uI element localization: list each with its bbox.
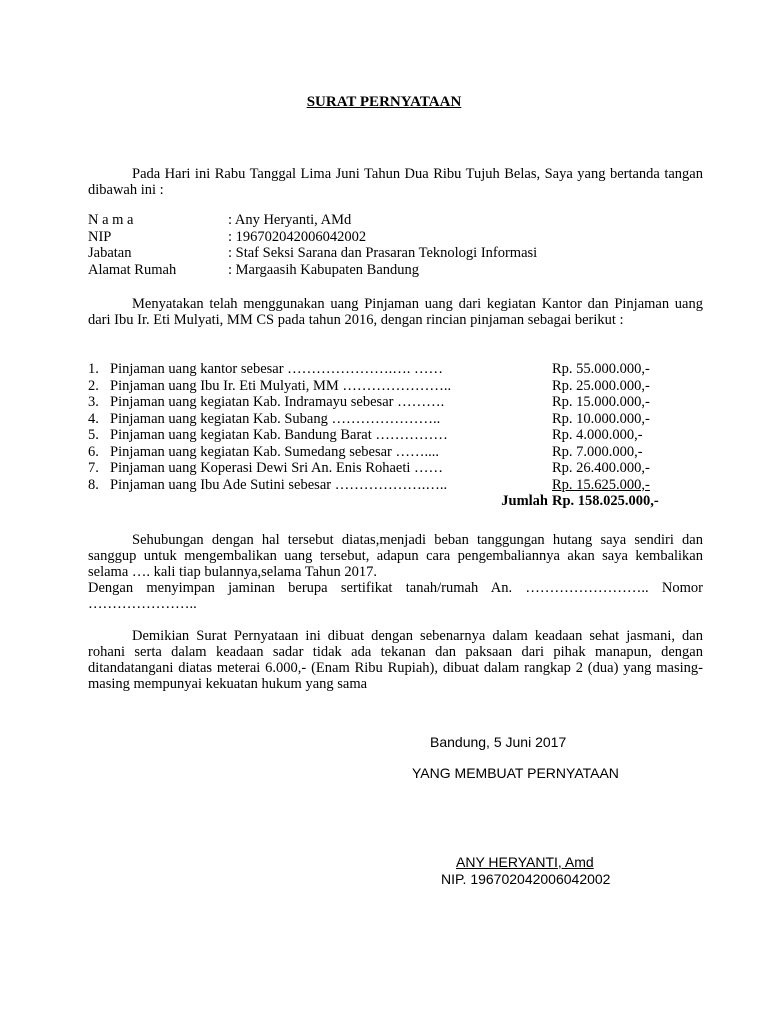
identity-row-nip	[88, 229, 537, 246]
identity-value: : Any Heryanti, AMd	[228, 212, 352, 228]
loan-number: 3.	[88, 394, 99, 410]
identity-label: Alamat Rumah	[88, 261, 177, 278]
signer-name: ANY HERYANTI, Amd	[456, 854, 594, 870]
loan-number: 8.	[88, 476, 99, 493]
total-amount: Rp. 158.025.000,-	[552, 493, 659, 509]
identity-row-name	[88, 212, 537, 229]
loan-description: Pinjaman uang Ibu Ir. Eti Mulyati, MM …………………..	[110, 377, 452, 394]
collateral-paragraph: Dengan menyimpan jaminan berupa sertifikat tanah/rumah An. …………………….. Nomor …………………..	[88, 580, 703, 612]
identity-value: : Margaasih Kabupaten Bandung	[228, 261, 420, 278]
loan-item	[88, 444, 678, 461]
loan-number: 1.	[88, 361, 99, 377]
loan-amount: Rp. 25.000.000,-	[552, 377, 650, 394]
identity-label: N a m a	[88, 212, 134, 228]
loan-amount: Rp. 10.000.000,-	[552, 410, 650, 427]
loan-total-row	[88, 493, 678, 510]
loan-number: 4.	[88, 410, 99, 427]
closing-paragraph: Demikian Surat Pernyataan ini dibuat dengan sebenarnya dalam keadaan sehat jasmani, dan rohani serta dalam keadaan sadar tidak ada tekanan dan paksaan dari pihak manapun, dengan ditandatangani diatas meterai 6.000,- (Enam Ribu Rupiah), dibuat dalam rangkap 2 (dua) yang masing-masing mempunyai kekuatan hukum yang sama	[88, 628, 703, 692]
loan-description: Pinjaman uang kegiatan Kab. Sumedang sebesar ……....	[110, 443, 439, 460]
loan-description: Pinjaman uang kegiatan Kab. Subang …………………..	[110, 410, 441, 427]
loan-number: 5.	[88, 427, 99, 443]
loan-description: Pinjaman uang Koperasi Dewi Sri An. Enis Rohaeti ……	[110, 460, 444, 476]
identity-label: Jabatan	[88, 245, 132, 261]
loan-amount: Rp. 15.625.000,-	[552, 476, 650, 493]
loan-item	[88, 427, 678, 444]
identity-row-address	[88, 262, 537, 279]
identity-value: : Staf Seksi Sarana dan Prasaran Teknologi Informasi	[228, 245, 538, 261]
identity-label: NIP	[88, 228, 112, 245]
total-label: Jumlah	[501, 493, 548, 509]
loan-description: Pinjaman uang kegiatan Kab. Indramayu sebesar ……….	[110, 394, 445, 410]
loan-item	[88, 361, 678, 378]
loan-item	[88, 394, 678, 411]
opening-paragraph: Pada Hari ini Rabu Tanggal Lima Juni Tahun Dua Ribu Tujuh Belas, Saya yang bertanda tangan dibawah ini :	[88, 166, 703, 198]
maker-label: YANG MEMBUAT PERNYATAAN	[412, 765, 619, 781]
loan-item	[88, 477, 678, 494]
identity-value: : 196702042006042002	[228, 228, 367, 245]
loan-amount: Rp. 55.000.000,-	[552, 361, 650, 377]
loan-number: 7.	[88, 460, 99, 476]
repayment-paragraph: Sehubungan dengan hal tersebut diatas,menjadi beban tanggungan hutang saya sendiri dan sanggup untuk mengembalikan uang tersebut, adapun cara pengembaliannya akan saya kembalikan selama …. kali tiap bulannya,selama Tahun 2017.	[88, 532, 703, 580]
loan-amount: Rp. 26.400.000,-	[552, 460, 650, 476]
loan-list	[88, 361, 678, 510]
loan-description: Pinjaman uang kantor sebesar ………………….…. ……	[110, 361, 444, 377]
loan-description: Pinjaman uang Ibu Ade Sutini sebesar ……………….…..	[110, 476, 448, 493]
loan-description: Pinjaman uang kegiatan Kab. Bandung Barat ……………	[110, 427, 448, 443]
loan-amount: Rp. 4.000.000,-	[552, 427, 643, 443]
place-date: Bandung, 5 Juni 2017	[430, 734, 567, 750]
loan-item	[88, 378, 678, 395]
document-title: SURAT PERNYATAAN	[306, 94, 462, 110]
loan-amount: Rp. 7.000.000,-	[552, 443, 643, 460]
identity-row-position	[88, 245, 537, 262]
loan-number: 2.	[88, 377, 99, 394]
statement-paragraph: Menyatakan telah menggunakan uang Pinjaman uang dari kegiatan Kantor dan Pinjaman uang dari Ibu Ir. Eti Mulyati, MM CS pada tahun 2016, dengan rincian pinjaman sebagai berikut :	[88, 296, 703, 328]
identity-table	[88, 212, 537, 278]
loan-number: 6.	[88, 443, 99, 460]
loan-item	[88, 411, 678, 428]
signer-nip: NIP. 196702042006042002	[441, 871, 611, 887]
loan-amount: Rp. 15.000.000,-	[552, 394, 650, 410]
loan-item	[88, 460, 678, 477]
